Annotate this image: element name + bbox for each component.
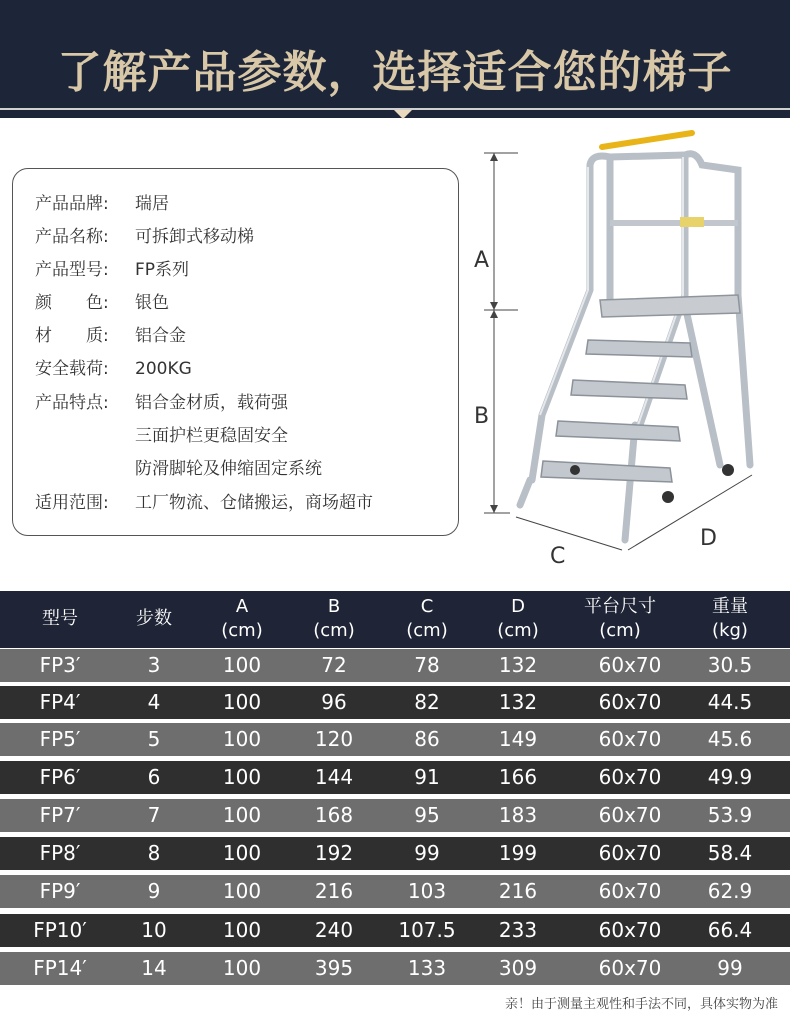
table-cell: 49.9 xyxy=(707,765,753,789)
ladder-rail-bar xyxy=(610,220,738,226)
table-cell: FP5′ xyxy=(39,727,81,751)
table-cell: FP7′ xyxy=(39,803,81,827)
header-notch-icon xyxy=(394,110,412,120)
spec-row-usage xyxy=(35,488,373,513)
table-cell: 66.4 xyxy=(707,918,753,942)
table-cell: 107.5 xyxy=(398,918,456,942)
ladder-platform xyxy=(600,295,740,317)
spec-box xyxy=(12,168,459,536)
table-cell: 14 xyxy=(141,956,167,980)
table-row xyxy=(0,875,790,908)
table-header-cell: D (cm) xyxy=(497,596,539,641)
table-cell: 100 xyxy=(222,765,262,789)
table-cell: 183 xyxy=(498,803,538,827)
table-cell: 62.9 xyxy=(707,879,753,903)
table-cell: 91 xyxy=(414,765,440,789)
table-cell: 8 xyxy=(147,841,161,865)
table-cell: 9 xyxy=(147,879,161,903)
table-header-cell: B (cm) xyxy=(313,596,355,641)
table-cell: 58.4 xyxy=(707,841,753,865)
table-row xyxy=(0,761,790,794)
footer-note: 亲！由于测量主观性和手法不同，具体实物为准 xyxy=(504,997,778,1012)
page-title: 了解产品参数，选择适合您的梯子 xyxy=(57,47,733,98)
spec-label: 产品名称: xyxy=(35,227,109,247)
spec-row-name xyxy=(35,222,254,247)
table-cell: 99 xyxy=(717,956,743,980)
table-cell: 100 xyxy=(222,956,262,980)
spec-row-color xyxy=(35,288,169,313)
ladder-diagram xyxy=(470,125,790,575)
table-cell: 96 xyxy=(321,690,347,714)
spec-row-features-3 xyxy=(35,454,322,479)
table-cell: 149 xyxy=(498,727,538,751)
table-row xyxy=(0,914,790,947)
table-cell: 30.5 xyxy=(707,653,753,677)
dimension-label-c: C xyxy=(550,544,566,569)
table-row xyxy=(0,723,790,756)
table-cell: FP8′ xyxy=(39,841,81,865)
table-header-cell: 步数 xyxy=(136,608,172,629)
table-cell: 240 xyxy=(314,918,354,942)
spec-value: FP系列 xyxy=(135,260,190,280)
table-cell: FP9′ xyxy=(39,879,81,903)
spec-value: 200KG xyxy=(135,359,192,379)
table-row xyxy=(0,799,790,832)
table-header-cell: C (cm) xyxy=(406,596,448,641)
spec-value: 工厂物流、仓储搬运，商场超市 xyxy=(135,493,373,513)
table-cell: 133 xyxy=(407,956,447,980)
table-cell: 100 xyxy=(222,690,262,714)
table-cell: 60x70 xyxy=(598,841,662,865)
spec-row-brand xyxy=(35,189,169,214)
table-cell: 4 xyxy=(147,690,161,714)
table-cell: 99 xyxy=(414,841,440,865)
spec-label: 安全载荷: xyxy=(35,359,109,379)
table-cell: 95 xyxy=(414,803,440,827)
spec-value: 可拆卸式移动梯 xyxy=(135,227,254,247)
table-cell: 6 xyxy=(147,765,161,789)
table-cell: 100 xyxy=(222,841,262,865)
table-cell: 100 xyxy=(222,653,262,677)
table-cell: 144 xyxy=(314,765,354,789)
table-cell: 3 xyxy=(147,653,161,677)
spec-value: 瑞居 xyxy=(135,194,169,214)
table-row xyxy=(0,837,790,870)
table-cell: FP4′ xyxy=(39,690,81,714)
spec-value: 银色 xyxy=(135,293,169,313)
table-cell: 60x70 xyxy=(598,653,662,677)
spec-label: 产品品牌: xyxy=(35,194,109,214)
spec-value: 三面护栏更稳固安全 xyxy=(135,426,288,446)
spec-label: 材 质: xyxy=(35,326,109,346)
table-cell: 44.5 xyxy=(707,690,753,714)
table-header xyxy=(0,591,790,648)
table-cell: 132 xyxy=(498,690,538,714)
table-row xyxy=(0,952,790,985)
table-cell: FP3′ xyxy=(39,653,81,677)
table-cell: FP6′ xyxy=(39,765,81,789)
table-cell: 53.9 xyxy=(707,803,753,827)
table-cell: 103 xyxy=(407,879,447,903)
table-cell: 192 xyxy=(314,841,354,865)
table-cell: 216 xyxy=(314,879,354,903)
table-cell: 100 xyxy=(222,879,262,903)
table-cell: 100 xyxy=(222,918,262,942)
table-cell: 100 xyxy=(222,727,262,751)
table-header-cell: A (cm) xyxy=(221,596,263,641)
table-cell: 309 xyxy=(498,956,538,980)
table-cell: 166 xyxy=(498,765,538,789)
table-cell: 60x70 xyxy=(598,803,662,827)
spec-label: 产品特点: xyxy=(35,393,109,413)
spec-label: 颜 色: xyxy=(35,293,109,313)
table-cell: 100 xyxy=(222,803,262,827)
spec-row-features xyxy=(35,388,288,413)
ladder-top-bar xyxy=(602,133,692,147)
table-cell: 60x70 xyxy=(598,727,662,751)
table-cell: 45.6 xyxy=(707,727,753,751)
table-cell: 120 xyxy=(314,727,354,751)
table-cell: 7 xyxy=(147,803,161,827)
ladder-sticker xyxy=(680,217,704,227)
dimension-label-d: D xyxy=(700,526,717,551)
table-header-cell: 平台尺寸 (cm) xyxy=(584,596,656,641)
table-header-cell: 重量 (kg) xyxy=(712,596,748,641)
spec-row-load xyxy=(35,354,192,379)
table-cell: 86 xyxy=(414,727,440,751)
table-cell: 60x70 xyxy=(598,956,662,980)
table-cell: 60x70 xyxy=(598,765,662,789)
table-cell: FP14′ xyxy=(33,956,87,980)
spec-value: 铝合金材质，载荷强 xyxy=(135,393,288,413)
spec-value: 铝合金 xyxy=(135,326,186,346)
dimension-label-a: A xyxy=(474,248,490,273)
table-cell: 199 xyxy=(498,841,538,865)
spec-label: 适用范围: xyxy=(35,493,109,513)
table-cell: 233 xyxy=(498,918,538,942)
table-cell: 132 xyxy=(498,653,538,677)
table-row xyxy=(0,686,790,719)
table-cell: 5 xyxy=(147,727,161,751)
table-cell: 395 xyxy=(314,956,354,980)
spec-row-material xyxy=(35,321,186,346)
spec-value: 防滑脚轮及伸缩固定系统 xyxy=(135,459,322,479)
table-cell: 60x70 xyxy=(598,690,662,714)
table-cell: 60x70 xyxy=(598,879,662,903)
table-row xyxy=(0,649,790,682)
table-cell: 168 xyxy=(314,803,354,827)
table-cell: 10 xyxy=(141,918,167,942)
table-cell: 82 xyxy=(414,690,440,714)
spec-row-features-2 xyxy=(35,421,288,446)
spec-row-model xyxy=(35,255,189,280)
table-cell: 78 xyxy=(414,653,440,677)
table-cell: FP10′ xyxy=(33,918,87,942)
spec-label: 产品型号: xyxy=(35,260,109,280)
table-cell: 216 xyxy=(498,879,538,903)
table-cell: 72 xyxy=(321,653,347,677)
dimension-label-b: B xyxy=(474,404,490,429)
table-header-cell: 型号 xyxy=(42,608,78,629)
table-cell: 60x70 xyxy=(598,918,662,942)
